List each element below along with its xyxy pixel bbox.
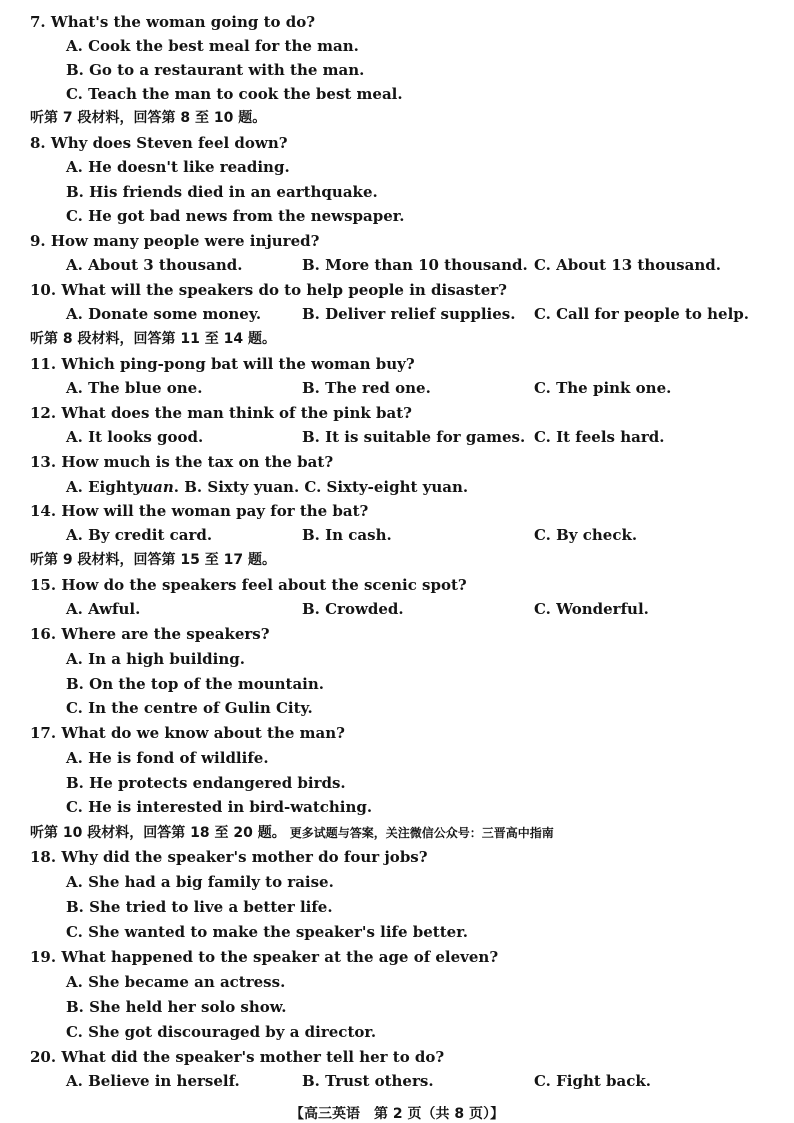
- question-12: 12. What does the man think of the pink bat?: [30, 404, 412, 422]
- q10-option-c: C. Call for people to help.: [534, 305, 749, 323]
- q10-option-a: A. Donate some money.: [66, 305, 262, 323]
- q11-options: [0, 376, 794, 400]
- q15-option-a: A. Awful.: [66, 600, 141, 618]
- question-16: 16. Where are the speakers?: [30, 625, 270, 643]
- section-8-instruction: 听第 8 段材料，回答第 11 至 14 题。: [30, 331, 276, 347]
- q9-options: [0, 253, 794, 277]
- section-7-instruction: 听第 7 段材料，回答第 8 至 10 题。: [30, 110, 267, 126]
- q19-option-a: A. She became an actress.: [66, 973, 286, 991]
- q12-option-a: A. It looks good.: [66, 428, 204, 446]
- q15-option-c: C. Wonderful.: [534, 600, 649, 618]
- question-13: 13. How much is the tax on the bat?: [30, 453, 334, 471]
- q12-options: [0, 425, 794, 449]
- wechat-note: 更多试题与答案，关注微信公众号：三晋高中指南: [289, 826, 554, 840]
- q16-option-b: B. On the top of the mountain.: [66, 675, 325, 693]
- q16-option-c: C. In the centre of Gulin City.: [66, 699, 313, 717]
- q9-option-b: B. More than 10 thousand.: [302, 256, 528, 274]
- question-14: 14. How will the woman pay for the bat?: [30, 502, 369, 520]
- section-9-instruction: 听第 9 段材料，回答第 15 至 17 题。: [30, 552, 276, 568]
- q7-option-b: B. Go to a restaurant with the man.: [66, 61, 365, 79]
- question-15: 15. How do the speakers feel about the scenic spot?: [30, 576, 467, 594]
- q14-options: [0, 523, 794, 547]
- q19-option-b: B. She held her solo show.: [66, 998, 287, 1016]
- q20-options: [0, 1069, 794, 1093]
- q12-option-b: B. It is suitable for games.: [302, 428, 526, 446]
- question-7: 7. What's the woman going to do?: [30, 13, 316, 31]
- q13-options: A. Eight yuan . B. Sixty yuan. C. Sixty-eight yuan.: [66, 478, 469, 496]
- question-11: 11. Which ping-pong bat will the woman buy?: [30, 355, 415, 373]
- question-8: 8. Why does Steven feel down?: [30, 134, 288, 152]
- question-17: 17. What do we know about the man?: [30, 724, 345, 742]
- q15-options: [0, 597, 794, 621]
- section-10-label: 听第 10 段材料，回答第 18 至 20 题。: [30, 825, 286, 841]
- question-18: 18. Why did the speaker's mother do four jobs?: [30, 848, 428, 866]
- q7-option-a: A. Cook the best meal for the man.: [66, 37, 359, 55]
- q11-option-a: A. The blue one.: [66, 379, 203, 397]
- q18-option-c: C. She wanted to make the speaker's life better.: [66, 923, 468, 941]
- q10-option-b: B. Deliver relief supplies.: [302, 305, 516, 323]
- q7-option-c: C. Teach the man to cook the best meal.: [66, 85, 403, 103]
- q8-option-b: B. His friends died in an earthquake.: [66, 183, 378, 201]
- q11-option-b: B. The red one.: [302, 379, 431, 397]
- q11-option-c: C. The pink one.: [534, 379, 672, 397]
- q16-option-a: A. In a high building.: [66, 650, 245, 668]
- q18-option-b: B. She tried to live a better life.: [66, 898, 333, 916]
- question-19: 19. What happened to the speaker at the age of eleven?: [30, 948, 499, 966]
- q15-option-b: B. Crowded.: [302, 600, 404, 618]
- q17-option-a: A. He is fond of wildlife.: [66, 749, 269, 767]
- section-10-instruction: [0, 821, 794, 845]
- q18-option-a: A. She had a big family to raise.: [66, 873, 334, 891]
- q14-option-a: A. By credit card.: [66, 526, 213, 544]
- q14-option-b: B. In cash.: [302, 526, 392, 544]
- question-9: 9. How many people were injured?: [30, 232, 320, 250]
- q9-option-c: C. About 13 thousand.: [534, 256, 721, 274]
- q12-option-c: C. It feels hard.: [534, 428, 665, 446]
- q8-option-a: A. He doesn't like reading.: [66, 158, 290, 176]
- q10-options: [0, 302, 794, 326]
- q14-option-c: C. By check.: [534, 526, 638, 544]
- page-footer: 【高三英语 第 2 页（共 8 页）】: [290, 1106, 504, 1122]
- q17-option-b: B. He protects endangered birds.: [66, 774, 346, 792]
- q20-option-a: A. Believe in herself.: [66, 1072, 240, 1090]
- q17-option-c: C. He is interested in bird-watching.: [66, 798, 373, 816]
- q19-option-c: C. She got discouraged by a director.: [66, 1023, 377, 1041]
- question-20: 20. What did the speaker's mother tell her to do?: [30, 1048, 445, 1066]
- question-10: 10. What will the speakers do to help people in disaster?: [30, 281, 507, 299]
- q9-option-a: A. About 3 thousand.: [66, 256, 243, 274]
- q8-option-c: C. He got bad news from the newspaper.: [66, 207, 405, 225]
- q20-option-b: B. Trust others.: [302, 1072, 434, 1090]
- q20-option-c: C. Fight back.: [534, 1072, 651, 1090]
